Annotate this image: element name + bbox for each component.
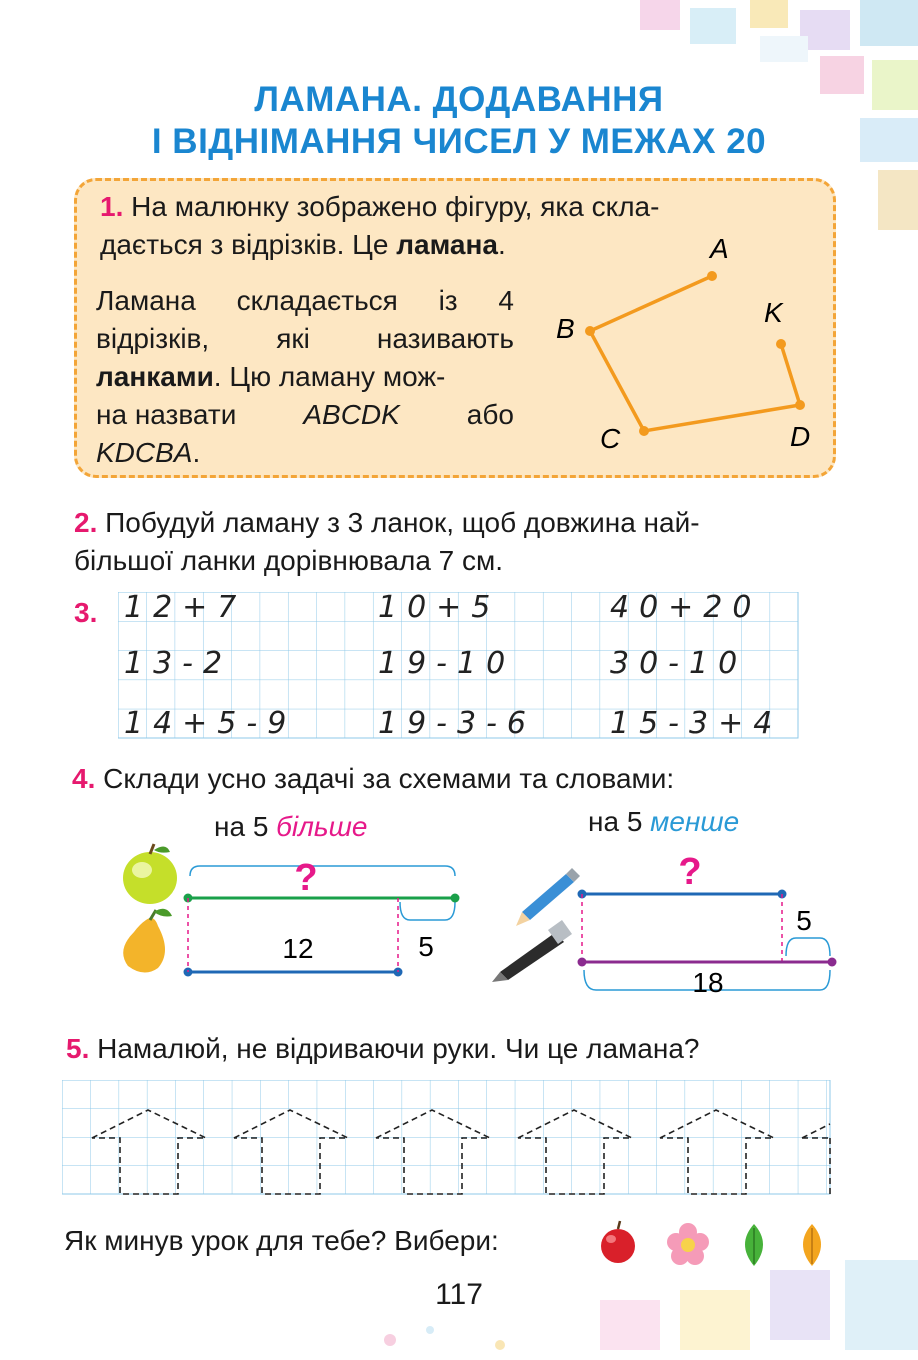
- polyline-name-abcdk: ABCDK: [303, 399, 400, 430]
- task-1-intro-line-2: дається з відрізків. Це ламана.: [100, 229, 506, 260]
- task-3-number: 3.: [74, 597, 98, 628]
- point-d: [795, 400, 805, 410]
- task-5-grid: [62, 1080, 832, 1198]
- task-4-line: 4. Склади усно задачі за схемами та словами:: [72, 763, 675, 794]
- task-1-number: 1.: [100, 191, 124, 222]
- yellow-leaf-choice-icon[interactable]: [803, 1224, 821, 1266]
- term-lamana: ламана: [396, 229, 498, 260]
- apple-choice-icon[interactable]: [601, 1221, 635, 1263]
- value-12: 12: [282, 933, 314, 964]
- task-5-line: 5. Намалюй, не відриваючи руки. Чи це ламана?: [66, 1033, 700, 1064]
- apple-icon: [123, 844, 177, 904]
- pen-icon: [492, 920, 572, 982]
- label-a: A: [710, 233, 729, 264]
- label-b: B: [556, 313, 575, 344]
- expr-r1-c2: 10+5: [378, 590, 501, 625]
- question-mark-right: ?: [678, 851, 702, 893]
- task-1-para-line-3: ланками. Цю ламану мож-: [96, 361, 446, 392]
- label-d: D: [790, 421, 811, 452]
- brace-diff: [400, 902, 455, 920]
- expr-r3-c1: 14+5-9: [124, 706, 297, 741]
- expr-r2-c2: 19-10: [378, 646, 516, 681]
- brace-top: [190, 866, 455, 876]
- label-k: K: [764, 297, 783, 328]
- page-title-line-2: І ВІДНІМАННЯ ЧИСЕЛ У МЕЖАХ 20: [151, 122, 767, 161]
- task-2-line-1: 2. Побудуй ламану з 3 ланок, щоб довжина най-: [74, 507, 700, 538]
- word-bilshe: більше: [276, 811, 368, 842]
- pear-icon: [123, 909, 172, 973]
- green-leaf-choice-icon[interactable]: [745, 1224, 763, 1266]
- expr-r2-c1: 13-2: [124, 646, 233, 681]
- expr-r1-c1: 12+7: [124, 590, 247, 625]
- reflection-choices: [596, 1216, 836, 1268]
- question-mark-left: ?: [294, 857, 318, 899]
- task-1-para-line-1: Ламана складається із 4: [96, 285, 514, 316]
- right-scheme-caption: на 5 менше: [588, 806, 740, 837]
- diff-right-5: 5: [796, 905, 812, 936]
- word-menshe: менше: [650, 806, 740, 837]
- expr-r2-c3: 30-10: [610, 646, 748, 681]
- point-b: [585, 326, 595, 336]
- flower-choice-icon[interactable]: [667, 1223, 709, 1265]
- polyline-name-kdcba: KDCBA: [96, 437, 193, 468]
- expr-r1-c3: 40+20: [610, 590, 762, 625]
- page-number: 117: [435, 1278, 483, 1311]
- page-title-line-1: ЛАМАНА. ДОДАВАННЯ: [254, 80, 664, 119]
- task-1-para-line-5: KDCBA.: [96, 437, 201, 468]
- task-1-para-line-4: на назвати ABCDK або: [96, 396, 514, 434]
- label-c: C: [600, 423, 621, 454]
- left-scheme-caption: на 5 більше: [214, 811, 368, 842]
- task-1-intro-line-1: 1. На малюнку зображено фігуру, яка скла-: [100, 191, 660, 222]
- polyline-abcdk-figure: [540, 220, 830, 470]
- value-18: 18: [692, 967, 724, 998]
- expr-r3-c3: 15-3+4: [610, 706, 783, 741]
- right-scheme: [486, 840, 846, 1000]
- brace-diff-right: [786, 938, 830, 956]
- point-a: [707, 271, 717, 281]
- point-c: [639, 426, 649, 436]
- task-4-number: 4.: [72, 763, 96, 794]
- task-2-line-2: більшої ланки дорівнювала 7 см.: [74, 545, 504, 576]
- point-k: [776, 339, 786, 349]
- expr-r3-c2: 19-3-6: [378, 706, 536, 741]
- left-scheme: [110, 840, 480, 990]
- reflection-question: Як минув урок для тебе? Вибери:: [64, 1225, 499, 1256]
- diff-left-5: 5: [418, 931, 434, 962]
- pencil-icon: [516, 868, 580, 926]
- term-lankamy: ланками: [96, 361, 214, 392]
- task-5-number: 5.: [66, 1033, 90, 1064]
- task-2-number: 2.: [74, 507, 98, 538]
- task-1-para-line-2: відрізків, які називають: [96, 323, 514, 354]
